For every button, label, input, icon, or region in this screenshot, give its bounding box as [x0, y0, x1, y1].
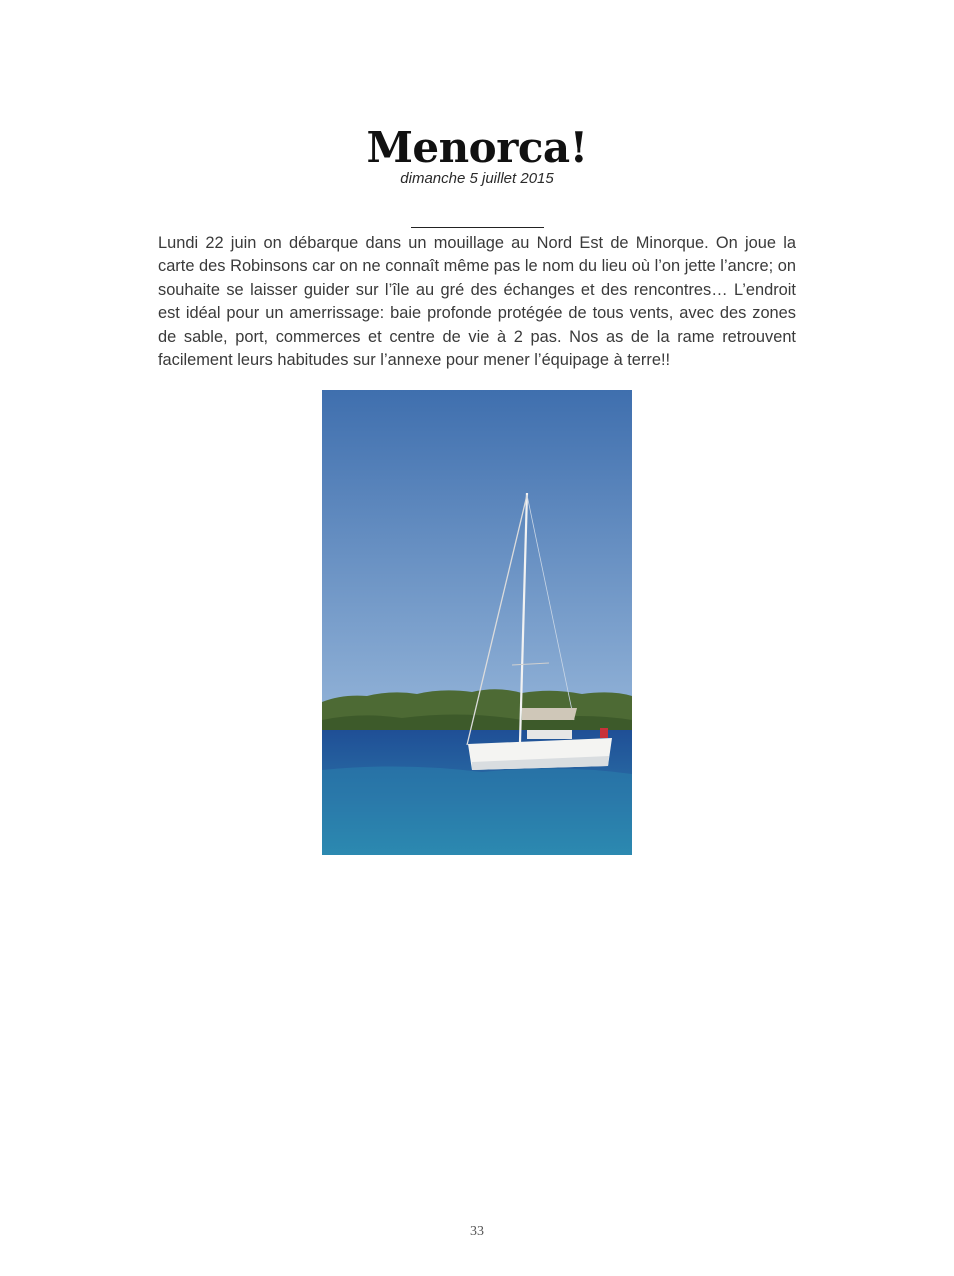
title-divider — [411, 227, 544, 228]
sailboat-photo — [322, 390, 632, 855]
page-number: 33 — [470, 1224, 484, 1239]
article-body: Lundi 22 juin on débarque dans un mouillage au Nord Est de Minorque. On joue la carte des Robinsons car on ne connaît même pas le nom du lieu où l’on jette l’ancre; on souhaite se laisser guider sur l’île au gré des échanges et des rencontres… L’endroit est idéal pour un amerrissage: baie profonde protégée de tous vents, avec des zones de sable, port, commerces et centre de vie à 2 pas. Nos as de la rame retrouvent facilement leurs habitudes sur l’annexe pour mener l’équipage à terre!! — [158, 234, 796, 370]
article-date: dimanche 5 juillet 2015 — [400, 170, 554, 187]
sky — [322, 390, 632, 708]
article-title: Menorca! — [366, 123, 588, 172]
